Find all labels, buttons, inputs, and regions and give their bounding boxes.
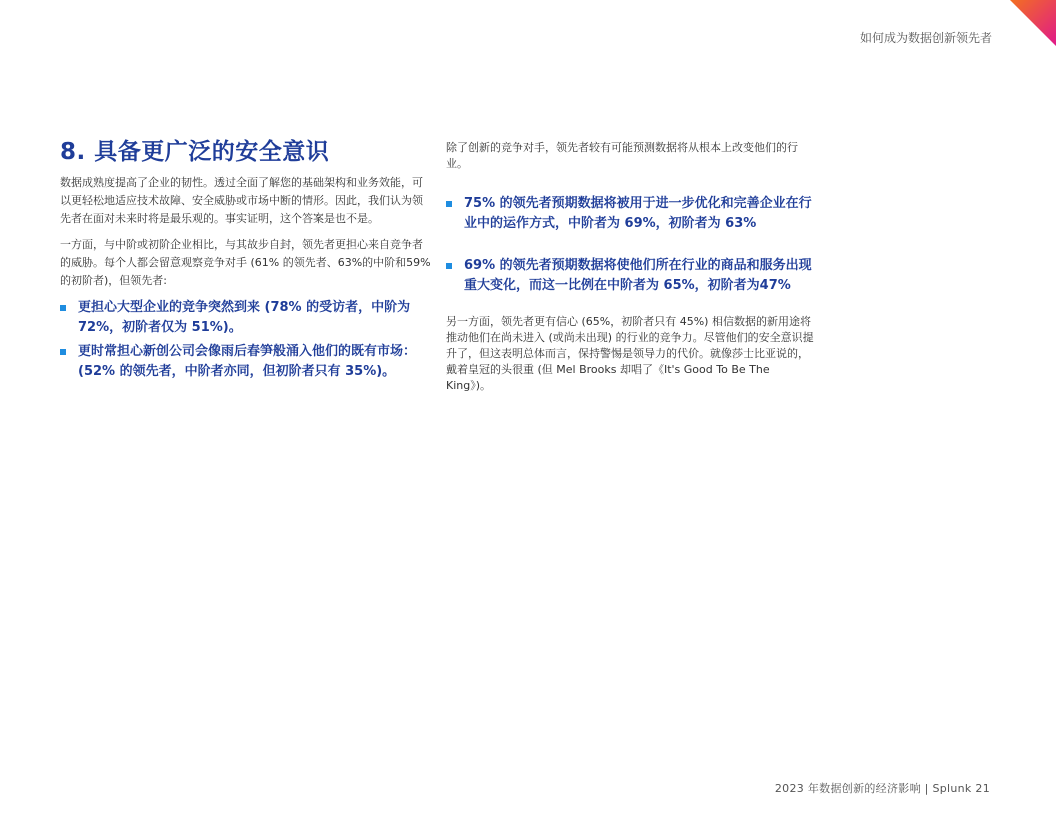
second-paragraph: 一方面，与中阶或初阶企业相比，与其故步自封，领先者更担心来自竞争者的威胁。每个人都会留意观察竞争对手 (61% 的领先者、63%的中阶和59% 的初阶者)，但领先者: [60, 238, 431, 287]
intro-paragraph: 数据成熟度提高了企业的韧性。透过全面了解您的基础架构和业务效能，可以更轻松地适应技术故障、安全威胁或市场中断的情形。因此，我们认为领先者在面对未来时将是最乐观的。事实证明，这个答案是也不是。 [60, 176, 423, 225]
bullet-item [60, 298, 432, 338]
bullet-text: 更担心大型企业的竞争突然到来 (78% 的受访者，中阶为72%，初阶者仅为 51%)。 [78, 300, 411, 335]
prediction-bullet-list [446, 194, 818, 296]
right-intro-paragraph: 除了创新的竞争对手，领先者较有可能预测数据将从根本上改变他们的行业。 [446, 141, 798, 170]
bullet-square-icon [446, 263, 452, 269]
bullet-item [446, 256, 818, 296]
bullet-item [446, 194, 818, 234]
page-header-title: 如何成为数据创新领先者 [859, 31, 992, 45]
bullet-text: 更时常担心新创公司会像雨后春笋般涌入他们的既有市场：(52% 的领先者，中阶者亦同，但初阶者只有 35%)。 [78, 344, 417, 379]
section-title: 8. 具备更广泛的安全意识 [60, 139, 330, 165]
bullet-square-icon [446, 201, 452, 207]
page-footer: 2023 年数据创新的经济影响 | Splunk 21 [774, 782, 990, 795]
bullet-square-icon [60, 305, 66, 311]
bullet-item [60, 342, 432, 382]
bullet-text: 75% 的领先者预期数据将被用于进一步优化和完善企业在行业中的运作方式，中阶者为 69%，初阶者为 63% [464, 196, 812, 231]
left-column [60, 138, 432, 386]
bullet-square-icon [60, 349, 66, 355]
bullet-text: 69% 的领先者预期数据将使他们所在行业的商品和服务出现重大变化，而这一比例在中阶者为 65%，初阶者为47% [464, 258, 812, 293]
closing-paragraph: 另一方面，领先者更有信心 (65%，初阶者只有 45%) 相信数据的新用途将推动他们在尚未进入 (或尚未出现) 的行业的竞争力。尽管他们的安全意识提升了，但这表明总体而言，保持警惕是领导力的代价。就像莎士比亚说的，戴着皇冠的头很重 (但 Mel Brooks 却唱了《It's Good To Be The King》)。 [446, 315, 814, 392]
right-column [446, 140, 818, 402]
concern-bullet-list [60, 298, 432, 382]
corner-accent-graphic [1004, 0, 1056, 46]
